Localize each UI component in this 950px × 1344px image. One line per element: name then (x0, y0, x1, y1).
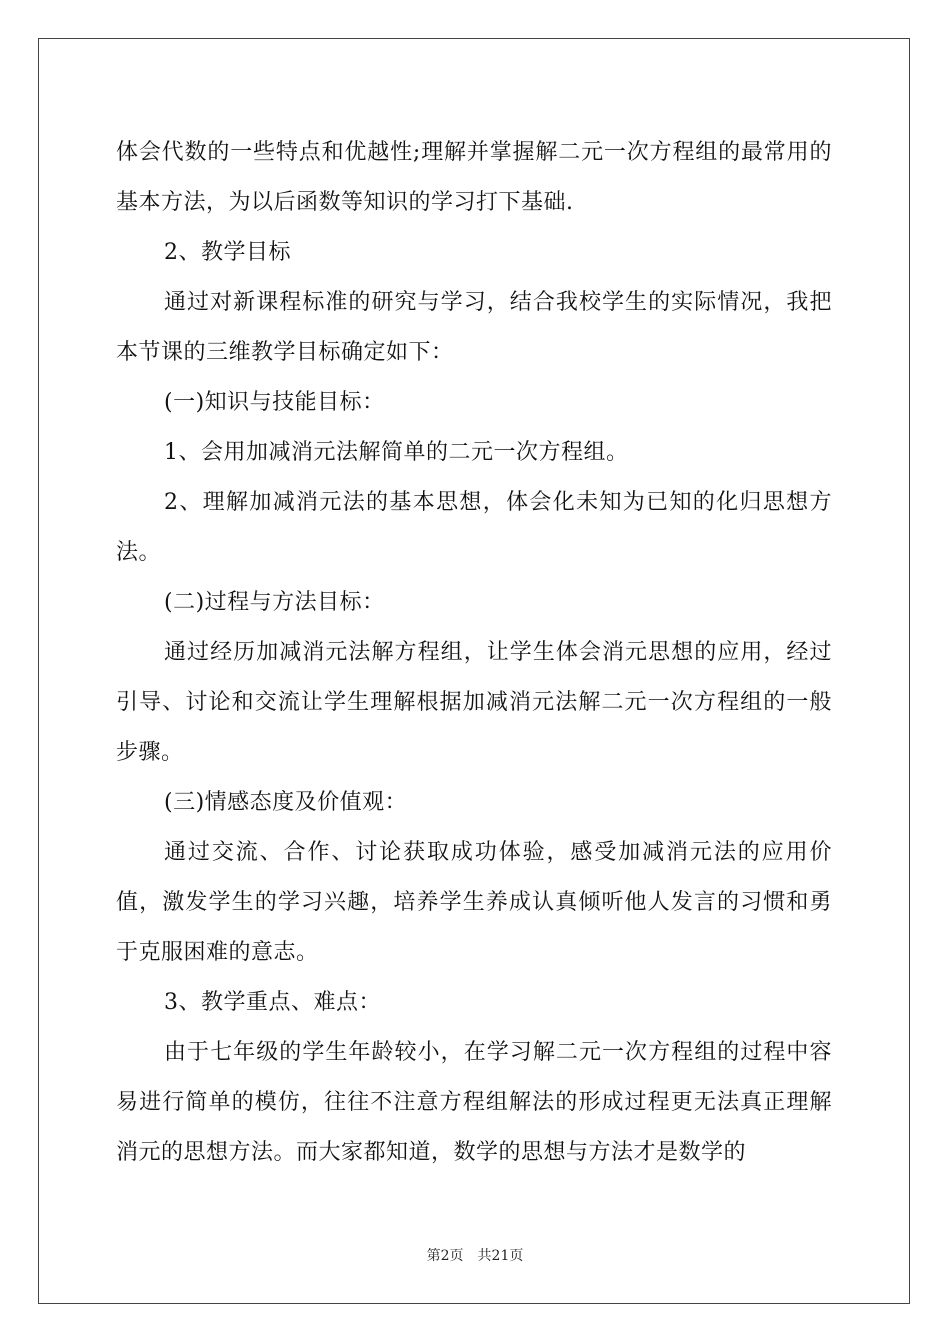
paragraph-1: 体会代数的一些特点和优越性;理解并掌握解二元一次方程组的最常用的基本方法，为以后函数等知识的学习打下基础. (116, 140, 832, 215)
list-item-2: 2、理解加减消元法的基本思想，体会化未知为已知的化归思想方法。 (116, 490, 832, 565)
subheading-process-methods: (二)过程与方法目标： (164, 590, 385, 615)
paragraph-5: 由于七年级的学生年龄较小，在学习解二元一次方程组的过程中容易进行简单的模仿，往往不注意方程组解法的形成过程更无法真正理解消元的思想方法。而大家都知道，数学的思想与方法才是数学的 (116, 1040, 832, 1165)
heading-key-points: 3、教学重点、难点： (164, 990, 381, 1015)
subheading-attitude-values: (三)情感态度及价值观： (164, 790, 408, 815)
paragraph-3: 通过经历加减消元法解方程组，让学生体会消元思想的应用，经过引导、讨论和交流让学生理解根据加减消元法解二元一次方程组的一般步骤。 (116, 640, 832, 765)
paragraph-4: 通过交流、合作、讨论获取成功体验，感受加减消元法的应用价值，激发学生的学习兴趣，培养学生养成认真倾听他人发言的习惯和勇于克服困难的意志。 (116, 840, 832, 965)
page-number-footer: 第2页 共21页 (426, 1248, 524, 1264)
subheading-knowledge-skills: (一)知识与技能目标： (164, 390, 385, 415)
list-item-1: 1、会用加减消元法解简单的二元一次方程组。 (164, 440, 629, 465)
document-body (116, 128, 832, 1178)
heading-teaching-goals: 2、教学目标 (164, 240, 291, 265)
paragraph-2: 通过对新课程标准的研究与学习，结合我校学生的实际情况，我把本节课的三维教学目标确定如下： (116, 290, 832, 365)
